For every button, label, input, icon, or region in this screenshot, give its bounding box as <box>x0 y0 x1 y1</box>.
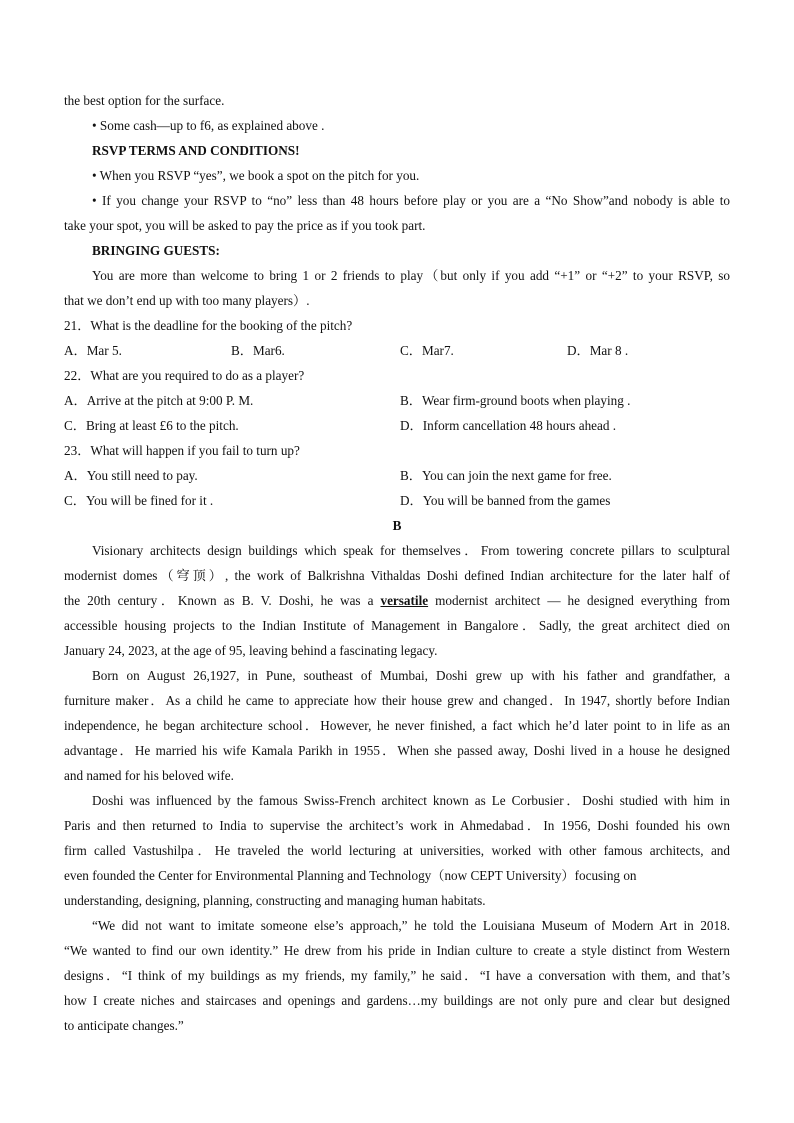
p1-line-3-post: modernist architect — he designed everything from <box>428 593 730 608</box>
p1-line-4: accessible housing projects to the Indian Institute of Management in Bangalore．Sadly, the great architect died on <box>64 618 730 633</box>
p1-line-1: Visionary architects design buildings which speak for themselves．From towering concrete pillars to sculptural <box>92 543 730 558</box>
p1-line-3 <box>64 588 730 613</box>
option-a: A．You still need to pay. <box>64 468 198 483</box>
guests-line-2: that we don’t end up with too many players）. <box>64 293 310 308</box>
p4-line-1: “We did not want to imitate someone else’s approach,” he told the Louisiana Museum of Modern Art in 2018. <box>92 918 730 933</box>
p1-line-5: January 24, 2023, at the age of 95, leaving behind a fascinating legacy. <box>64 643 438 658</box>
option-b: B．You can join the next game for free. <box>400 468 612 483</box>
option-d: D．Mar 8 . <box>567 343 629 358</box>
p2-line-2: furniture maker．As a child he came to appreciate how their house grew and changed．In 1947, shortly before Indian <box>64 693 730 708</box>
option-c: C．Bring at least £6 to the pitch. <box>64 418 239 433</box>
question-23-options-row-2 <box>64 488 730 513</box>
document-page <box>64 88 730 1038</box>
question-22-options-row-2 <box>64 413 730 438</box>
rsvp-heading: RSVP TERMS AND CONDITIONS! <box>92 143 300 158</box>
question-23-options-row-1 <box>64 463 730 488</box>
highlighted-word-versatile: versatile <box>380 593 429 608</box>
option-c: C．Mar7. <box>400 343 454 358</box>
rsvp-bullet-2-line-1: • If you change your RSVP to “no” less than 48 hours before play or you are a “No Show”and nobody is able to <box>92 193 730 208</box>
option-d: D．You will be banned from the games <box>400 493 611 508</box>
option-d: D．Inform cancellation 48 hours ahead . <box>400 418 617 433</box>
option-a: A．Arrive at the pitch at 9:00 P. M. <box>64 393 254 408</box>
p3-line-1: Doshi was influenced by the famous Swiss-French architect known as Le Corbusier．Doshi studied with him in <box>92 793 730 808</box>
p2-line-4: advantage．He married his wife Kamala Parikh in 1955．When she passed away, Doshi lived in a house he designed <box>64 743 730 758</box>
question-23-stem: 23．What will happen if you fail to turn up? <box>64 443 300 458</box>
passage-a-line: the best option for the surface. <box>64 93 225 108</box>
p4-line-5: to anticipate changes.” <box>64 1018 184 1033</box>
passage-b-heading: B <box>392 518 402 533</box>
option-c: C．You will be fined for it . <box>64 493 214 508</box>
option-b: B．Wear firm-ground boots when playing . <box>400 393 631 408</box>
bullet-cash: • Some cash—up to f6, as explained above . <box>92 118 325 133</box>
p2-line-5: and named for his beloved wife. <box>64 768 234 783</box>
question-21-options <box>64 338 730 363</box>
rsvp-bullet-1: • When you RSVP “yes”, we book a spot on the pitch for you. <box>92 168 420 183</box>
p2-line-3: independence, he began architecture school．However, he never finished, a fact which he’d later point to in life as an <box>64 718 730 733</box>
guests-heading: BRINGING GUESTS: <box>92 243 220 258</box>
p4-line-4: how I create niches and staircases and openings and gardens…my buildings are not only pure and clear but designed <box>64 993 730 1008</box>
guests-line-1: You are more than welcome to bring 1 or 2 friends to play（but only if you add “+1” or “+2” to your RSVP, so <box>92 268 730 283</box>
question-22-options-row-1 <box>64 388 730 413</box>
rsvp-bullet-2-line-2: take your spot, you will be asked to pay the price as if you took part. <box>64 218 426 233</box>
p2-line-1: Born on August 26,1927, in Pune, southeast of Mumbai, Doshi grew up with his father and grandfather, a <box>92 668 730 683</box>
p1-line-2: modernist domes（穹顶）, the work of Balkrishna Vithaldas Doshi defined Indian architecture for the later half of <box>64 568 730 583</box>
question-22-stem: 22．What are you required to do as a player? <box>64 368 305 383</box>
p3-line-2: Paris and then returned to India to supervise the architect’s work in Ahmedabad．In 1956, Doshi founded his own <box>64 818 730 833</box>
option-b: B．Mar6. <box>231 343 285 358</box>
p3-line-4: even founded the Center for Environmental Planning and Technology（now CEPT University）focusing on <box>64 868 637 883</box>
question-21-stem: 21．What is the deadline for the booking of the pitch? <box>64 318 353 333</box>
p3-line-3: firm called Vastushilpa．He traveled the world lecturing at universities, worked with other famous architects, and <box>64 843 730 858</box>
option-a: A．Mar 5. <box>64 343 122 358</box>
p1-line-3-pre: the 20th century．Known as B. V. Doshi, he was a <box>64 593 381 608</box>
p3-line-5: understanding, designing, planning, constructing and managing human habitats. <box>64 893 486 908</box>
p4-line-3: designs．“I think of my buildings as my friends, my family,” he said．“I have a conversation with them, and that’s <box>64 968 730 983</box>
p4-line-2: “We wanted to find our own identity.” He drew from his pride in Indian culture to create a style distinct from Western <box>64 943 730 958</box>
